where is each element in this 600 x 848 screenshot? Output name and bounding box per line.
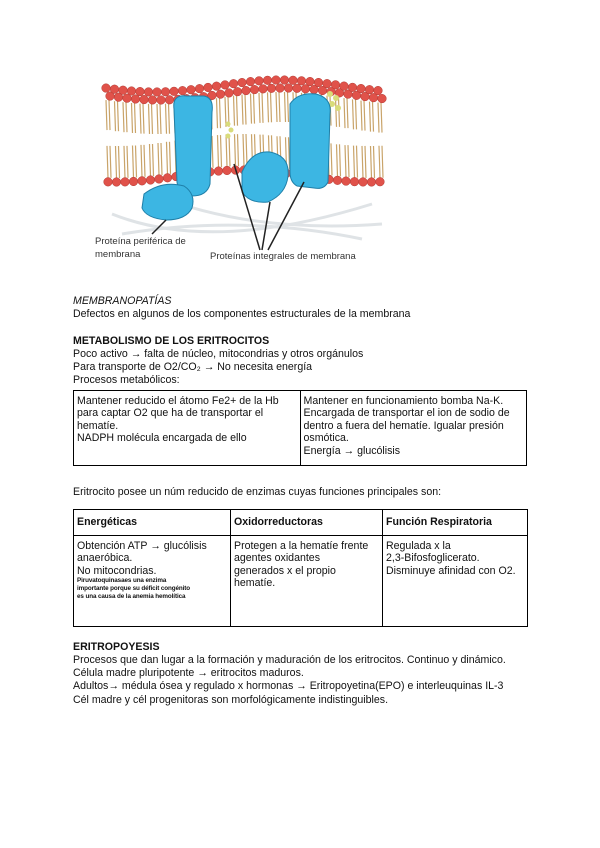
lipid-tail <box>143 104 144 134</box>
lipid-head <box>155 175 164 184</box>
lipid-head <box>263 76 272 85</box>
lipid-head <box>314 78 323 87</box>
lipid-head <box>138 177 147 186</box>
lipid-head <box>331 81 340 90</box>
lipid-head <box>280 76 289 85</box>
lipid-head <box>102 84 111 93</box>
cell-line: para captar O2 que ha de transportar el <box>77 407 264 420</box>
lipid-tail <box>109 100 110 130</box>
lipid-tail <box>348 145 349 177</box>
lipid-head <box>242 86 251 95</box>
lipid-tail <box>364 101 365 131</box>
eritropoyesis-line: Cél madre y cél progenitoras son morfológicamente indistinguibles. <box>73 693 389 706</box>
lipid-tail <box>268 92 269 122</box>
lipid-head <box>342 177 351 186</box>
lipid-head <box>255 77 264 86</box>
lipid-head <box>221 81 230 90</box>
lipid-tail <box>371 146 372 178</box>
lipid-head <box>127 87 136 96</box>
table-cell-reduction <box>74 390 301 465</box>
cell-line: Encargada de transportar el ion de sodio de <box>303 407 510 420</box>
cell-funcion-respiratoria <box>383 535 528 626</box>
lipid-head <box>104 178 113 187</box>
lipid-tail <box>246 134 247 166</box>
lipid-head <box>136 87 145 96</box>
lipid-tail <box>289 137 290 169</box>
lipid-tail <box>212 136 213 168</box>
lipid-tail <box>136 145 137 177</box>
lipid-tail <box>245 95 246 125</box>
lipid-tail <box>337 144 338 176</box>
cell-line: agentes oxidantes <box>234 552 320 565</box>
lipid-tail <box>374 146 375 178</box>
lipid-tail <box>132 103 133 133</box>
lipid-tail <box>339 97 340 127</box>
lipid-tail <box>347 98 348 128</box>
membranopatias-title: MEMBRANOPATÍAS <box>73 295 172 307</box>
lipid-head <box>204 83 213 92</box>
lipid-tail <box>133 145 134 177</box>
eritropoyesis-title: ERITROPOYESIS <box>73 640 160 653</box>
lipid-tail <box>169 104 170 134</box>
lipid-head <box>112 178 121 187</box>
lipid-tail <box>160 104 161 134</box>
lipid-head <box>119 86 128 95</box>
lipid-tail <box>344 98 345 128</box>
lipid-tail <box>127 146 128 178</box>
lipid-head <box>187 85 196 94</box>
lipid-tail <box>361 101 362 131</box>
lipid-tail <box>141 145 142 177</box>
metabolismo-line: Procesos metabólicos: <box>73 374 180 387</box>
lipid-tail <box>115 101 116 131</box>
table-cell-pump <box>300 390 527 465</box>
lipid-tail <box>153 144 154 176</box>
cell-line: dentro a fuera del hematíe. Igualar presión <box>303 419 504 432</box>
lipid-head <box>348 83 357 92</box>
lipid-tail <box>238 134 239 166</box>
eritropoyesis-line: Célula madre pluripotente → eritrocitos maduros. <box>73 667 304 680</box>
lipid-head <box>157 96 166 105</box>
lipid-tail <box>373 102 374 132</box>
header-funcion-respiratoria: Función Respiratoria <box>383 510 528 536</box>
lipid-head <box>223 166 232 175</box>
cell-line: No mitocondrias. <box>77 564 157 577</box>
lipid-tail <box>336 97 337 127</box>
lipid-head <box>161 87 170 96</box>
lipid-head <box>367 178 376 187</box>
lipid-head <box>140 95 149 104</box>
document-body <box>73 295 533 707</box>
enzimas-intro: Eritrocito posee un núm reducido de enzimas cuyas funciones principales son: <box>73 485 442 498</box>
lipid-tail <box>259 93 260 123</box>
lipid-tail <box>378 103 379 133</box>
lipid-head <box>148 96 157 105</box>
cell-line: hematíe. <box>234 577 276 590</box>
cell-line: NADPH molécula encargada de ello <box>77 432 247 445</box>
header-oxidorreductoras: Oxidorreductoras <box>231 510 383 536</box>
lipid-head <box>225 89 234 98</box>
cell-line: anaeróbica. <box>77 552 133 565</box>
cell-line: Mantener reducido el átomo Fe2+ de la Hb <box>77 394 279 407</box>
header-energeticas: Energéticas <box>74 510 231 536</box>
lipid-tail <box>331 143 332 175</box>
lipid-head <box>284 84 293 93</box>
lipid-tail <box>353 99 354 129</box>
lipid-tail <box>126 102 127 132</box>
cell-line: Obtención ATP → glucólisis <box>77 539 207 552</box>
cell-line: Mantener en funcionamiento bomba Na-K. <box>303 394 504 407</box>
lipid-tail <box>242 95 243 125</box>
lipid-head <box>195 84 204 93</box>
lipid-tail <box>243 134 244 166</box>
lipid-tail <box>107 146 108 178</box>
cell-energeticas <box>74 535 231 626</box>
lipid-head <box>131 95 140 104</box>
integral-proteins-label: Proteínas integrales de membrana <box>210 251 356 262</box>
lipid-head <box>376 177 385 186</box>
lipid-head <box>276 84 285 93</box>
lipid-head <box>216 90 225 99</box>
lipid-tail <box>118 101 119 131</box>
enzymes-table <box>73 509 528 627</box>
lipid-tail <box>354 146 355 178</box>
lipid-head <box>350 177 359 186</box>
lipid-head <box>165 95 174 104</box>
lipid-head <box>212 82 221 91</box>
cell-line: osmótica. <box>303 432 349 445</box>
small-note-line: importante porque su déficit congénito <box>77 585 191 593</box>
lipid-head <box>333 176 342 185</box>
lipid-tail <box>217 98 218 128</box>
lipid-head <box>340 82 349 91</box>
lipid-head <box>267 84 276 93</box>
lipid-head <box>144 88 153 97</box>
lipid-tail <box>140 104 141 134</box>
lipid-head <box>129 177 138 186</box>
lipid-head <box>293 84 302 93</box>
lipid-tail <box>262 93 263 123</box>
cell-oxidorreductoras <box>231 535 383 626</box>
cell-line: Disminuye afinidad con O2. <box>386 564 516 577</box>
lipid-tail <box>370 102 371 132</box>
small-note-line: es una causa de la anemia hemolítica <box>77 593 186 601</box>
lipid-tail <box>157 104 158 134</box>
lipid-tail <box>220 98 221 128</box>
lipid-head <box>374 86 383 95</box>
lipid-tail <box>221 135 222 167</box>
lipid-tail <box>166 104 167 134</box>
lipid-tail <box>288 92 289 122</box>
lipid-tail <box>124 146 125 178</box>
lipid-tail <box>110 146 111 178</box>
lipid-tail <box>235 134 236 166</box>
lipid-tail <box>226 134 227 166</box>
lipid-tail <box>170 142 171 174</box>
lipid-tail <box>276 92 277 122</box>
lipid-tail <box>119 146 120 178</box>
eritropoyesis-line: Adultos→ médula ósea y regulado x hormonas → Eritropoyetina(EPO) e interleuquinas IL-3 <box>73 680 504 693</box>
metabolismo-line: Poco activo → falta de núcleo, mitocondrias y otros orgánulos <box>73 347 364 360</box>
lipid-head <box>214 167 223 176</box>
metabolismo-title: METABOLISMO DE LOS ERITROCITOS <box>73 334 270 347</box>
lipid-tail <box>150 144 151 176</box>
metabolismo-line: Para transporte de O2/CO₂ → No necesita energía <box>73 361 313 374</box>
lipid-tail <box>237 96 238 126</box>
lipid-head <box>378 94 387 103</box>
lipid-tail <box>356 99 357 129</box>
lipid-tail <box>144 145 145 177</box>
lipid-tail <box>379 146 380 178</box>
lipid-tail <box>229 134 230 166</box>
lipid-tail <box>382 146 383 178</box>
lipid-head <box>163 173 172 182</box>
lipid-head <box>306 77 315 86</box>
metabolic-processes-table <box>73 390 527 466</box>
lipid-head <box>246 77 255 86</box>
lipid-head <box>229 79 238 88</box>
lipid-head <box>110 85 119 94</box>
lipid-head <box>289 76 298 85</box>
lipid-tail <box>123 102 124 132</box>
lipid-tail <box>345 145 346 177</box>
peripheral-protein-label: Proteína periférica de membrana <box>95 236 186 260</box>
lipid-head <box>146 176 155 185</box>
lipid-tail <box>116 146 117 178</box>
lipid-tail <box>340 144 341 176</box>
lipid-head <box>170 87 179 96</box>
cell-line: Regulada x la <box>386 539 451 552</box>
eritropoyesis-line: Procesos que dan lugar a la formación y maduración de los eritrocitos. Continuo y dinámico. <box>73 653 506 666</box>
lipid-head <box>359 178 368 187</box>
lipid-tail <box>218 135 219 167</box>
lipid-tail <box>254 94 255 124</box>
lipid-tail <box>234 96 235 126</box>
lipid-head <box>272 76 281 85</box>
lipid-tail <box>381 103 382 133</box>
lipid-tail <box>106 100 107 130</box>
lipid-head <box>357 84 366 93</box>
lipid-head <box>297 77 306 86</box>
lipid-head <box>233 87 242 96</box>
lipid-tail <box>149 104 150 134</box>
cell-line: hematíe. <box>77 419 119 432</box>
lipid-head <box>153 88 162 97</box>
lipid-head <box>238 78 247 87</box>
cell-line: Energía → glucólisis <box>303 444 401 457</box>
lipid-tail <box>161 143 162 175</box>
lipid-tail <box>279 92 280 122</box>
lipid-head <box>250 85 259 94</box>
lipid-tail <box>158 143 159 175</box>
cell-line: 2,3-Bifosfoglicerato. <box>386 552 480 565</box>
lipid-head <box>365 85 374 94</box>
membranopatias-text: Defectos en algunos de los componentes estructurales de la membrana <box>73 308 411 321</box>
lipid-head <box>178 86 187 95</box>
lipid-tail <box>167 142 168 174</box>
lipid-tail <box>357 146 358 178</box>
cell-line: generados x el propio <box>234 564 336 577</box>
lipid-tail <box>271 92 272 122</box>
lipid-head <box>121 178 130 187</box>
lipid-tail <box>225 97 226 127</box>
lipid-tail <box>152 104 153 134</box>
lipid-tail <box>285 92 286 122</box>
lipid-tail <box>365 146 366 178</box>
lipid-tail <box>251 94 252 124</box>
lipid-tail <box>362 146 363 178</box>
small-note-line: Piruvatoquinasaes una enzima <box>77 577 167 585</box>
cell-line: Protegen a la hematíe frente <box>234 539 369 552</box>
lipid-tail <box>135 103 136 133</box>
lipid-head <box>323 79 332 88</box>
lipid-head <box>259 85 268 94</box>
